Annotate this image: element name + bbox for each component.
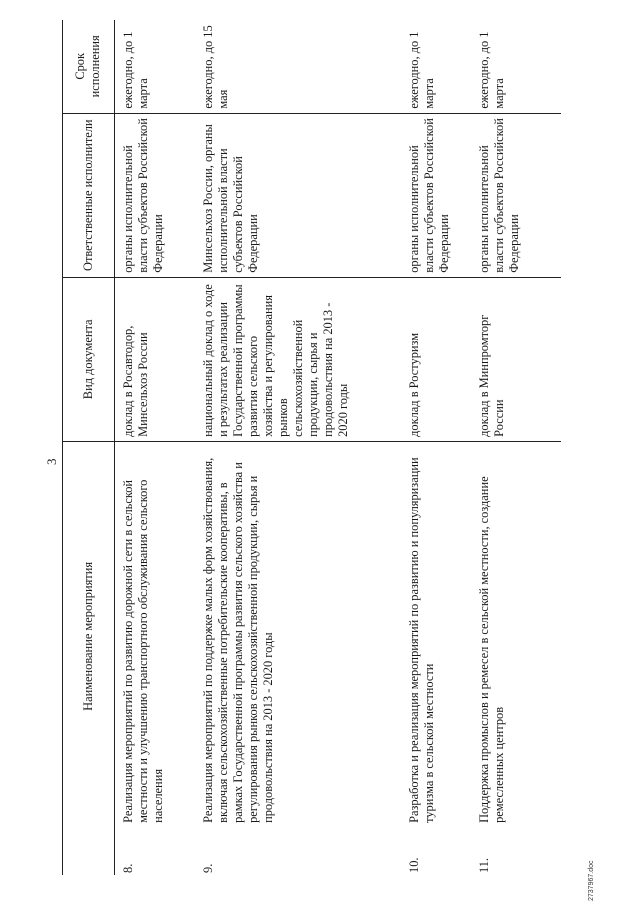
- row-deadline: ежегодно, до 1 марта: [471, 20, 561, 113]
- table-row: [471, 20, 561, 875]
- header-deadline: Срок исполнения: [62, 20, 115, 113]
- row-number: 9.: [200, 863, 215, 873]
- page-number: 3: [44, 458, 59, 465]
- header-doc-type: Вид документа: [62, 277, 115, 441]
- row-name: Реализация мероприятий по развитию дорожной сети в сельской местности и улучшению транспортного обслуживания сельского населения: [121, 479, 165, 823]
- row-name: Разработка и реализация мероприятий по развитию и популяризации туризма в сельской местности: [406, 457, 436, 823]
- row-deadline: ежегодно, до 15 мая: [195, 20, 401, 113]
- row-executors: органы исполнительной власти субъектов Российской Федерации: [471, 113, 561, 277]
- table-header-row: [62, 20, 115, 875]
- table-row: [401, 20, 471, 875]
- header-number: [62, 831, 115, 875]
- row-deadline: ежегодно, до 1 марта: [115, 20, 195, 113]
- row-doc-type: доклад в Ростуризм: [401, 277, 471, 441]
- row-number: 8.: [121, 863, 135, 873]
- document-code-footer: 2737967.doc: [588, 860, 595, 901]
- row-doc-type: национальный доклад о ходе и результатах реализации Государственной программы развития сельского хозяйства и регулирования рынков сельскохозяйственной продукции, сырья и продовольствия на 2013 - 2020 годы: [195, 277, 401, 441]
- header-name: Наименование мероприятия: [62, 441, 115, 831]
- row-doc-type: доклад в Росавтодор, Минсельхоз России: [115, 277, 195, 441]
- row-executors: органы исполнительной власти субъектов Российской Федерации: [401, 113, 471, 277]
- row-doc-type: доклад в Минпромторг России: [471, 277, 561, 441]
- row-number: 11.: [476, 857, 491, 873]
- table-row: [115, 20, 195, 875]
- header-executors: Ответственные исполнители: [62, 113, 115, 277]
- row-executors: Минсельхоз России, органы исполнительной власти субъектов Российской Федерации: [195, 113, 401, 277]
- row-executors: органы исполнительной власти субъектов Российской Федерации: [115, 113, 195, 277]
- row-name: Поддержка промыслов и ремесел в сельской местности, создание ремесленных центров: [476, 476, 506, 823]
- row-name: Реализация мероприятий по поддержке малых форм хозяйствования, включая сельскохозяйственные потребительские кооперативы, в рамках Государственной программы развития сельского хозяйства и регулирования рынков сельскохозяйственной продукции, сырья и продовольствия на 2013 - 2020 годы: [200, 457, 275, 823]
- row-number: 10.: [406, 857, 421, 873]
- row-deadline: ежегодно, до 1 марта: [401, 20, 471, 113]
- table-row: [195, 20, 401, 875]
- measures-table: [62, 20, 561, 875]
